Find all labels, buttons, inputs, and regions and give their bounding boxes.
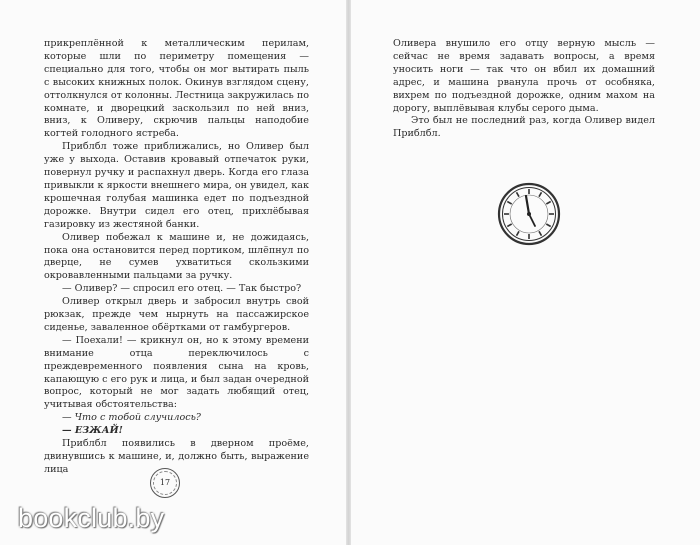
paragraph: Оливер побежал к машине и, не дожидаясь, пока она остановится перед портиком, шлёпнул по дверце, не сумев ухватиться скользкими окровавленными пальцами за ручку. [44, 231, 309, 282]
dialogue-line: — Что с тобой случилось? [62, 412, 201, 424]
clock-icon [497, 182, 561, 246]
page-number: 17 [150, 468, 180, 498]
right-page [351, 0, 700, 545]
paragraph: прикреплённой к металлическим перилам, которые шли по периметру помещения — специально для того, чтобы он мог вытирать пыль с высоких книжных полок. Окинув взглядом сцену, оттолкнулся от колонны. Лестница закружилась по комнате, и дворецкий заскользил по ней вниз, вниз, к Оливеру, скрючив пальцы наподобие когтей голодного ястреба. [44, 38, 309, 140]
paragraph: Это был не последний раз, когда Оливер видел Приблбл. [393, 115, 655, 140]
dialogue-line: — Поехали! — крикнул он, но к этому времени внимание отца переключилось с преждевременного появления сына на кровь, капающую с его рук и лица, и был задан очередной вопрос, который не мог задать любящий отец, учитывая обстоятельства: [44, 334, 309, 411]
dialogue-line: — Оливер? — спросил его отец. — Так быстро? [62, 283, 302, 295]
paragraph: Оливера внушило его отцу верную мысль — сейчас не время задавать вопросы, а время уносить ноги — так что он вбил их домашний адрес, и машина рванула прочь от особняка, вихрем по подъездной дорожке, одним махом на дорогу, выплёвывая клубы серого дыма. [393, 38, 655, 114]
paragraph: Приблбл тоже приближались, но Оливер был уже у выхода. Оставив кровавый отпечаток руки, повернул ручку и распахнул дверь. Когда его глаза привыкли к яркости внешнего мира, он увидел, как крошечная голубая машинка едет по подъездной дорожке. Внутри сидел его отец, прихлёбывая газировку из жестяной банки. [44, 141, 309, 230]
paragraph: Оливер открыл дверь и забросил внутрь свой рюкзак, прежде чем нырнуть на пассажирское сиденье, заваленное обёртками от гамбургеров. [44, 296, 309, 333]
dialogue-line: — ЕЗЖАЙ! [62, 425, 123, 437]
left-page [0, 0, 346, 545]
right-page-text [393, 38, 655, 141]
paragraph: Приблбл появились в дверном проёме, двинувшись к машине, и, должно быть, выражение лица [44, 438, 309, 475]
watermark-text: bookclub.by [18, 503, 165, 533]
left-page-text [44, 38, 309, 477]
